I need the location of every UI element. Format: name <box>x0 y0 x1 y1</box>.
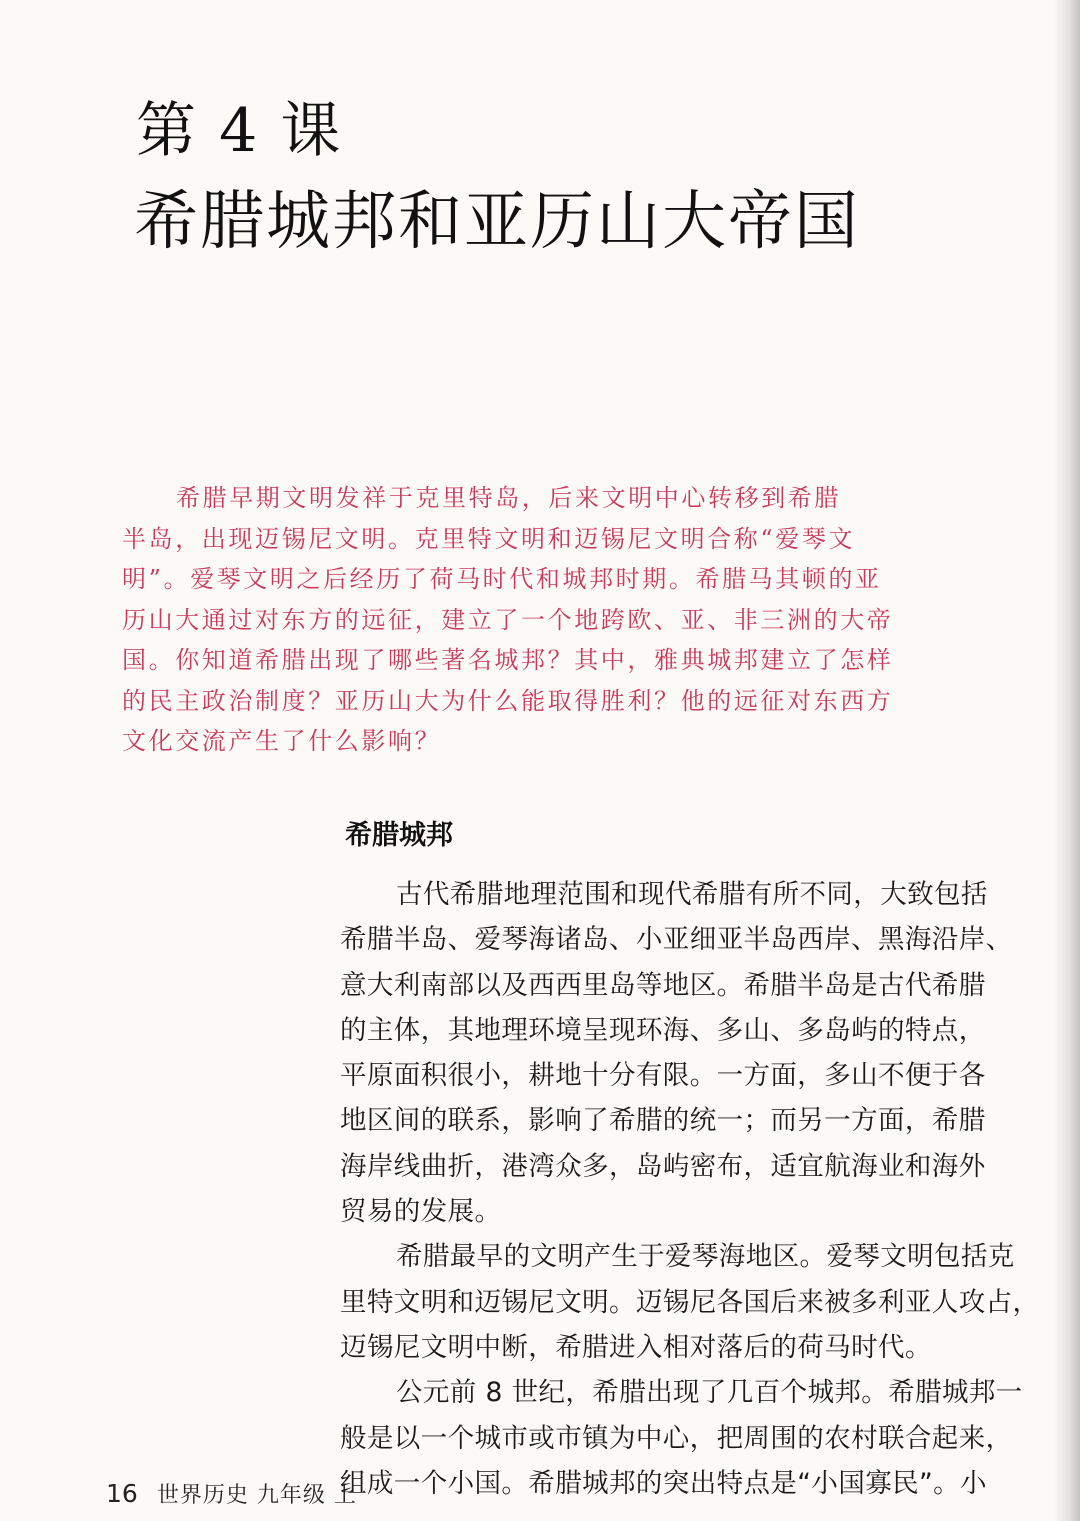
body-line: 希腊半岛、爱琴海诸岛、小亚细亚半岛西岸、黑海沿岸、 <box>340 924 1013 956</box>
intro-line: 的民主政治制度？亚历山大为什么能取得胜利？他的远征对东西方 <box>122 686 894 715</box>
page-number: 16 <box>106 1479 138 1508</box>
body-line: 意大利南部以及西西里岛等地区。希腊半岛是古代希腊 <box>340 969 986 1001</box>
intro-paragraph <box>122 478 894 762</box>
body-line: 迈锡尼文明中断，希腊进入相对落后的荷马时代。 <box>340 1331 932 1363</box>
body-line: 般是以一个城市或市镇为中心，把周围的农村联合起来， <box>340 1422 1013 1454</box>
body-line: 贸易的发展。 <box>340 1196 502 1228</box>
book-title: 世界历史 九年级 上 <box>156 1483 357 1508</box>
page-footer <box>106 1476 357 1512</box>
intro-line: 明”。爱琴文明之后经历了荷马时代和城邦时期。希腊马其顿的亚 <box>122 565 882 593</box>
page-edge-shadow <box>1054 0 1080 1521</box>
section-heading: 希腊城邦 <box>345 820 453 851</box>
body-line: 地区间的联系，影响了希腊的统一；而另一方面，希腊 <box>340 1105 986 1137</box>
intro-line: 文化交流产生了什么影响？ <box>122 727 442 755</box>
intro-line: 历山大通过对东方的远征，建立了一个地跨欧、亚、非三洲的大帝 <box>122 605 894 634</box>
section-body <box>340 872 1040 1506</box>
body-line: 希腊最早的文明产生于爱琴海地区。爱琴文明包括克 <box>396 1241 1015 1273</box>
body-line: 公元前 8 世纪，希腊出现了几百个城邦。希腊城邦一 <box>396 1377 1023 1409</box>
body-line: 海岸线曲折，港湾众多，岛屿密布，适宜航海业和海外 <box>340 1150 986 1182</box>
lesson-title: 希腊城邦和亚历山大帝国 <box>134 185 860 259</box>
body-line: 的主体，其地理环境呈现环海、多山、多岛屿的特点， <box>340 1014 986 1046</box>
body-line: 平原面积很小，耕地十分有限。一方面，多山不便于各 <box>340 1060 986 1092</box>
lesson-number: 第 4 课 <box>136 96 343 166</box>
intro-line: 希腊早期文明发祥于克里特岛，后来文明中心转移到希腊 <box>176 484 841 512</box>
body-line: 古代希腊地理范围和现代希腊有所不同，大致包括 <box>396 879 988 910</box>
body-line: 组成一个小国。希腊城邦的突出特点是“小国寡民”。小 <box>340 1467 987 1499</box>
intro-line: 半岛，出现迈锡尼文明。克里特文明和迈锡尼文明合称“爱琴文 <box>122 524 856 553</box>
intro-line: 国。你知道希腊出现了哪些著名城邦？其中，雅典城邦建立了怎样 <box>122 646 894 674</box>
body-line: 里特文明和迈锡尼文明。迈锡尼各国后来被多利亚人攻占， <box>340 1286 1040 1318</box>
